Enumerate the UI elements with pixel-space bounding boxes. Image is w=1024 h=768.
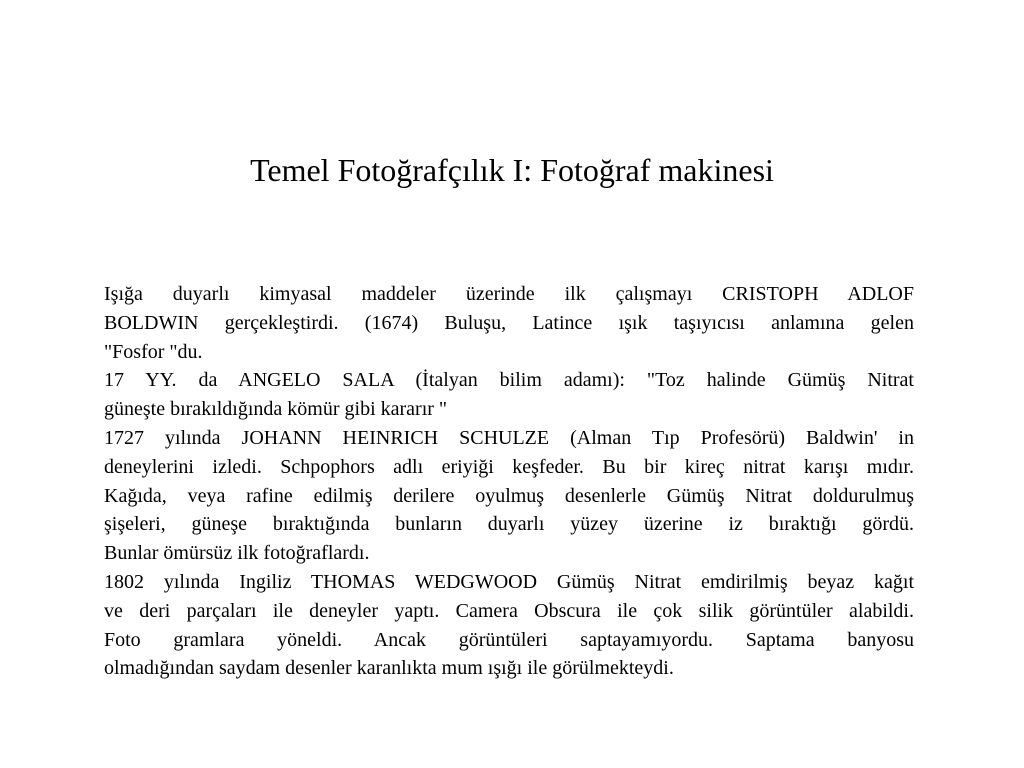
body-line-7: deneylerini izledi. Schpophors adlı eriyiği keşfeder. Bu bir kireç nitrat karışı mıdır.	[104, 455, 914, 478]
body-line-11: 1802 yılında Ingiliz THOMAS WEDGWOOD Gümüş Nitrat emdirilmiş beyaz kağıt	[104, 570, 914, 593]
body-line-12: ve deri parçaları ile deneyler yaptı. Camera Obscura ile çok silik görüntüler alabildi.	[104, 599, 914, 622]
body-line-4: 17 YY. da ANGELO SALA (İtalyan bilim adamı): "Toz halinde Gümüş Nitrat	[104, 369, 914, 392]
body-line-10: Bunlar ömürsüz ilk fotoğraflardı.	[104, 542, 370, 565]
body-line-3: "Fosfor "du.	[104, 340, 203, 363]
body-line-8: Kağıda, veya rafine edilmiş derilere oyulmuş desenlerle Gümüş Nitrat doldurulmuş	[104, 484, 914, 507]
slide-title: Temel Fotoğrafçılık I: Fotoğraf makinesi	[250, 152, 774, 188]
body-line-2: BOLDWIN gerçekleştirdi. (1674) Buluşu, Latince ışık taşıyıcısı anlamına gelen	[104, 311, 914, 334]
body-line-14: olmadığından saydam desenler karanlıkta mum ışığı ile görülmekteydi.	[104, 657, 674, 680]
body-line-13: Foto gramlara yöneldi. Ancak görüntüleri saptayamıyordu. Saptama banyosu	[104, 628, 914, 651]
body-line-1: Işığa duyarlı kimyasal maddeler üzerinde ilk çalışmayı CRISTOPH ADLOF	[104, 283, 914, 305]
body-line-9: şişeleri, güneşe bıraktığında bunların duyarlı yüzey üzerine iz bıraktığı gördü.	[104, 513, 914, 536]
body-line-6: 1727 yılında JOHANN HEINRICH SCHULZE (Alman Tıp Profesörü) Baldwin' in	[104, 426, 914, 449]
body-line-5: güneşte bırakıldığında kömür gibi kararır "	[104, 398, 448, 421]
slide-body	[104, 280, 914, 683]
